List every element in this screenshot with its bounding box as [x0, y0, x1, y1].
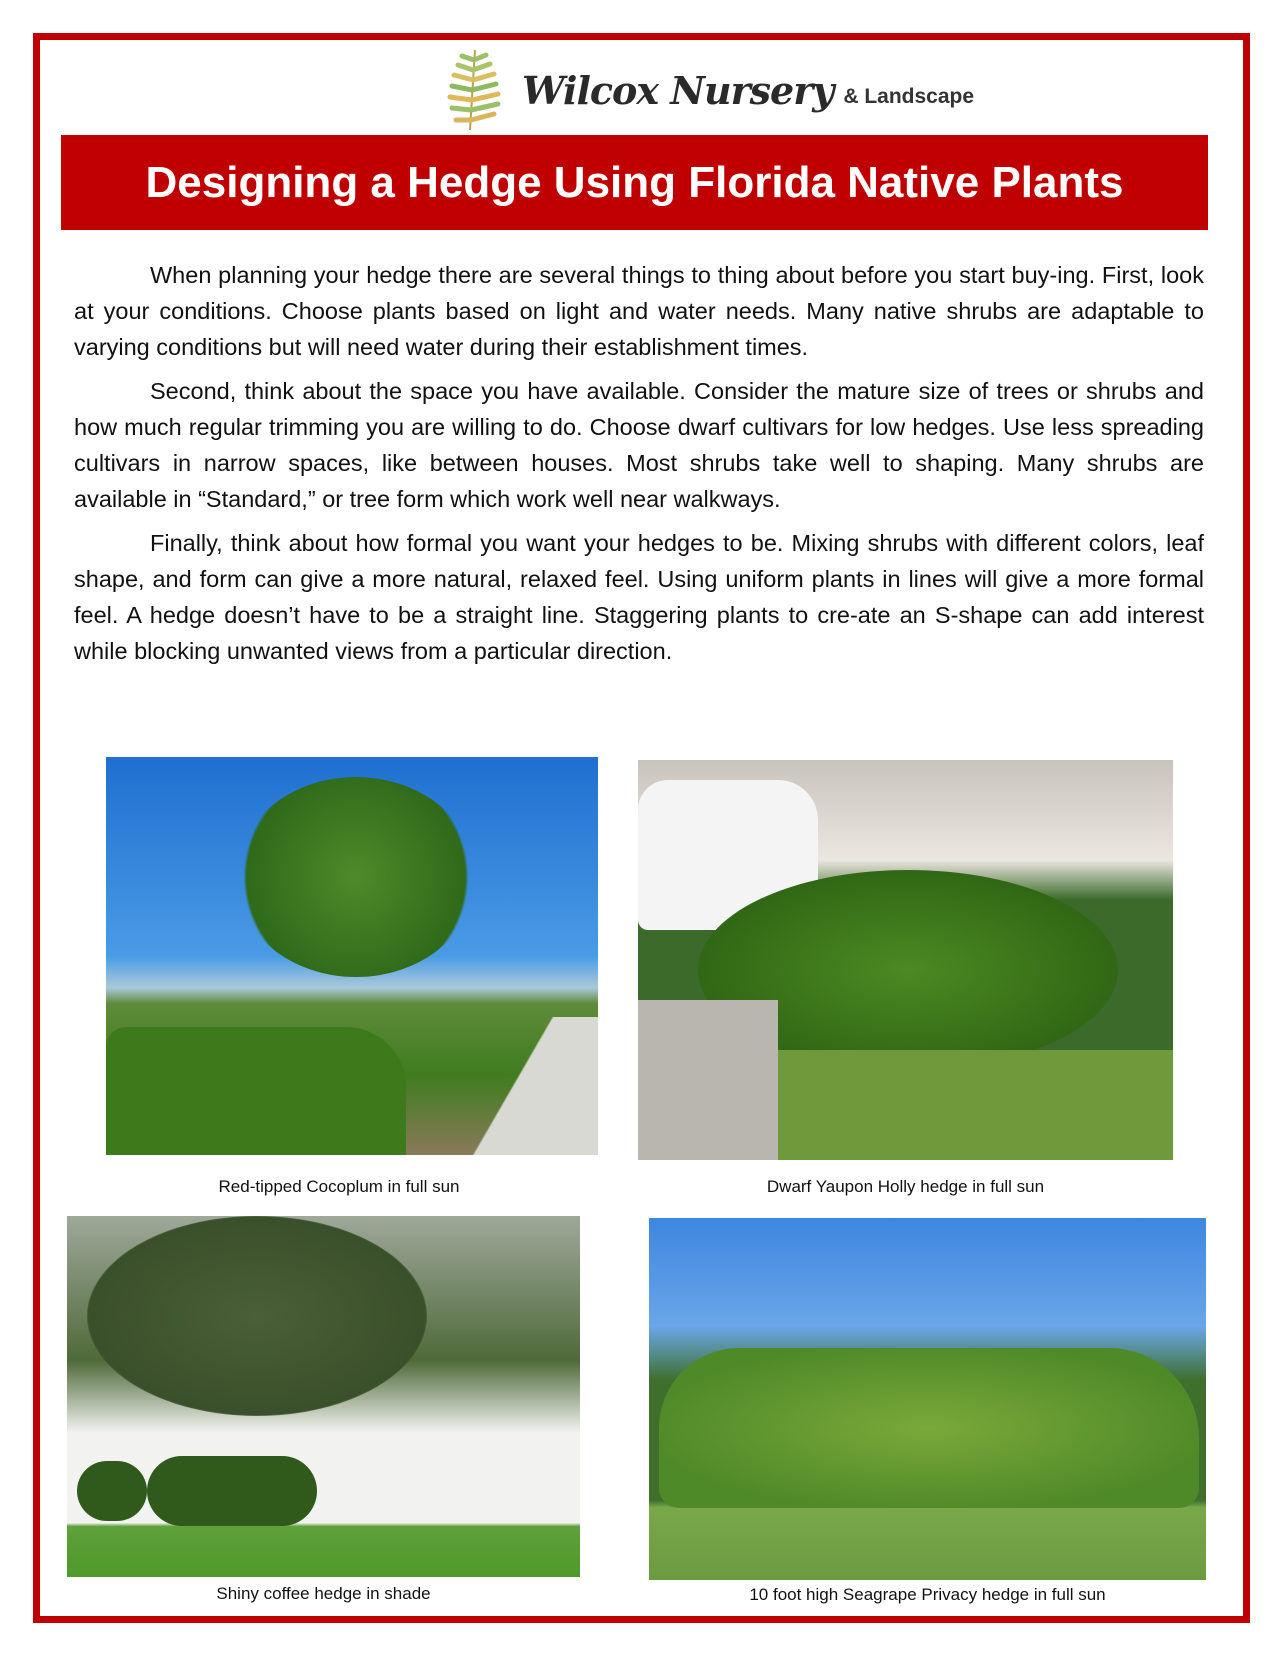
paragraph: Finally, think about how formal you want your hedges to be. Mixing shrubs with different colors, leaf shape, and form can give a more natural, relaxed feel. Using uniform plants in lines will give a more formal feel. A hedge doesn’t have to be a straight line. Staggering plants to cre-ate an S-shape can add interest while blocking unwanted views from a particular direction.	[74, 530, 1204, 664]
photo-shiny-coffee	[67, 1216, 580, 1577]
fern-icon	[440, 46, 510, 134]
brand-name: Wilcox Nursery	[522, 67, 834, 113]
photo-cocoplum	[106, 757, 598, 1155]
photo-seagrape	[649, 1218, 1206, 1580]
photo-yaupon-holly	[638, 760, 1173, 1160]
photo-caption: Dwarf Yaupon Holly hedge in full sun	[766, 1177, 1045, 1196]
article-body	[74, 257, 1204, 677]
paragraph: Second, think about the space you have available. Consider the mature size of trees or shrubs and how much regular trimming you are willing to do. Choose dwarf cultivars for low hedges. Use less spreading cultivars in narrow spaces, like between houses. Most shrubs take well to shaping. Many shrubs are available in “Standard,” or tree form which work well near walkways.	[74, 378, 1204, 512]
paragraph: When planning your hedge there are several things to thing about before you start buy-ing. First, look at your conditions. Choose plants based on light and water needs. Many native shrubs are adaptable to varying conditions but will need water during their establishment times.	[74, 262, 1204, 360]
photo-caption: 10 foot high Seagrape Privacy hedge in full sun	[749, 1585, 1106, 1604]
brand-suffix: & Landscape	[843, 85, 975, 108]
photo-caption: Red-tipped Cocoplum in full sun	[218, 1177, 460, 1196]
page-title: Designing a Hedge Using Florida Native Plants	[61, 135, 1208, 230]
logo	[440, 45, 974, 135]
photo-caption: Shiny coffee hedge in shade	[216, 1584, 431, 1603]
